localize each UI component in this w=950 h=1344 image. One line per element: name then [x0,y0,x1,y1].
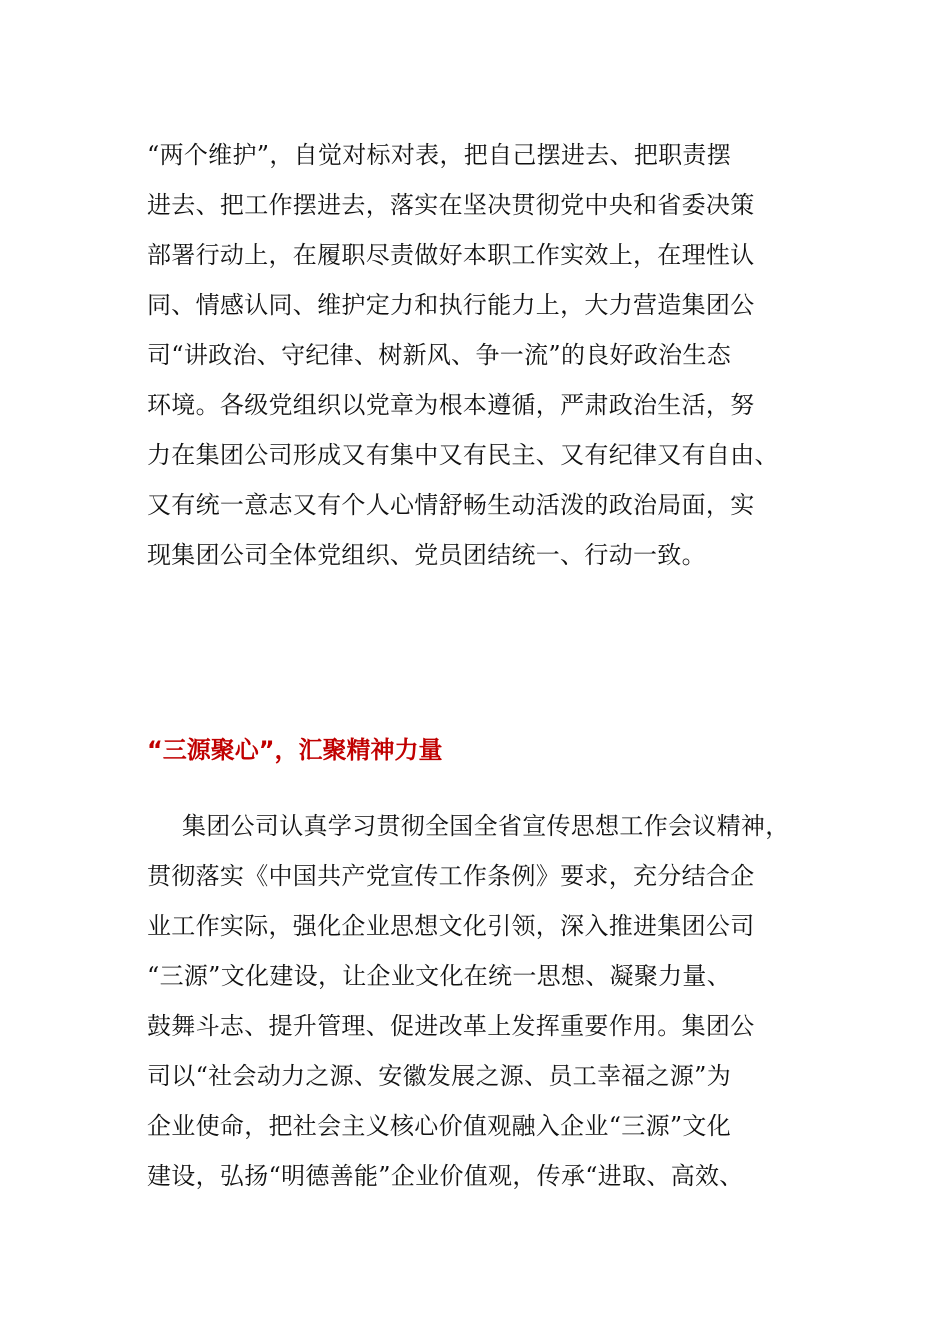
paragraph-line: 鼓舞斗志、提升管理、促进改革上发挥重要作用。集团公 [147,1012,755,1040]
paragraph-line: “两个维护”，自觉对标对表，把自己摆进去、把职责摆 [147,141,732,169]
paragraph-line: “三源”文化建设，让企业文化在统一思想、凝聚力量、 [147,962,732,990]
paragraph-line: 司以“社会动力之源、安徽发展之源、员工幸福之源”为 [147,1062,732,1090]
paragraph-line: 同、情感认同、维护定力和执行能力上，大力营造集团公 [147,291,755,319]
paragraph-line: 司“讲政治、守纪律、树新风、争一流”的良好政治生态 [147,341,732,369]
paragraph-line: 部署行动上，在履职尽责做好本职工作实效上，在理性认 [147,241,755,269]
paragraph-line: 企业使命，把社会主义核心价值观融入企业“三源”文化 [147,1112,732,1140]
paragraph-line: 业工作实际，强化企业思想文化引领，深入推进集团公司 [147,912,755,940]
paragraph-line: 贯彻落实《中国共产党宣传工作条例》要求，充分结合企 [147,862,755,890]
paragraph-line: 进去、把工作摆进去，落实在坚决贯彻党中央和省委决策 [147,191,755,219]
paragraph-line: 又有统一意志又有个人心情舒畅生动活泼的政治局面，实 [147,491,755,519]
paragraph-line: 环境。各级党组织以党章为根本遵循，严肃政治生活，努 [147,391,755,419]
section-heading: “三源聚心”，汇聚精神力量 [147,736,443,764]
paragraph-line: 力在集团公司形成又有集中又有民主、又有纪律又有自由、 [147,441,779,469]
paragraph-line: 建设，弘扬“明德善能”企业价值观，传承“进取、高效、 [147,1162,744,1190]
paragraph-line: 现集团公司全体党组织、党员团结统一、行动一致。 [147,541,706,569]
paragraph-line: 集团公司认真学习贯彻全国全省宣传思想工作会议精神， [182,812,790,840]
